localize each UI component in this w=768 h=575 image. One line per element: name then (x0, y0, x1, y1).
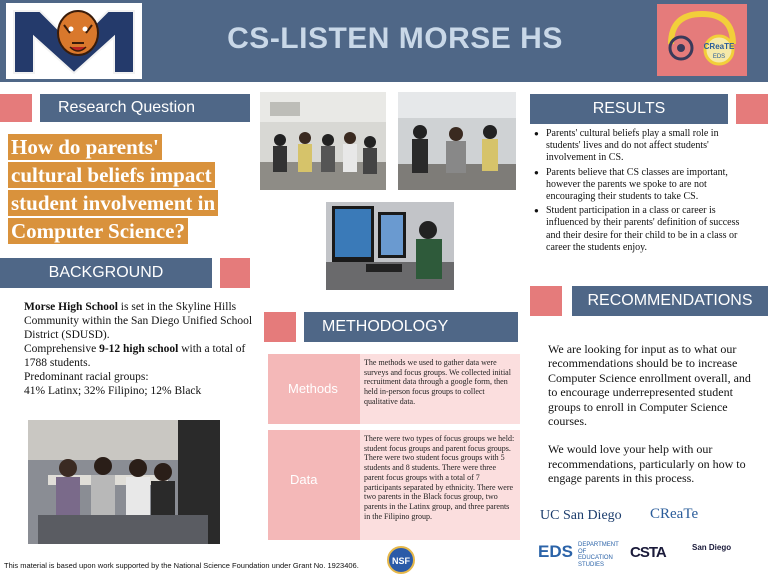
accent-square (0, 94, 32, 122)
results-heading: RESULTS (530, 94, 728, 124)
data-box (268, 430, 520, 540)
create-inner-text: CReaTE (703, 42, 735, 51)
footer-text: This material is based upon work supported by the National Science Foundation under Grant No. 1923406. (4, 561, 359, 570)
accent-square (220, 258, 250, 288)
create-eds-logo (657, 4, 747, 76)
methodology-heading: METHODOLOGY (304, 312, 518, 342)
poster-title: CS-LISTEN MORSE HS (227, 22, 563, 55)
nsf-logo (384, 545, 418, 575)
csta-logo: CSTA (630, 544, 666, 561)
methods-label: Methods (288, 381, 338, 396)
poster-header (0, 0, 768, 82)
list-item: ● Parents believe that CS classes are important, however the parents we spoke to are not encouraging their students to take CS. (534, 167, 752, 204)
rq-line: How do parents' (8, 134, 162, 160)
background-heading: BACKGROUND (0, 258, 212, 288)
ucsd-logo: UC San Diego (540, 508, 622, 523)
accent-square (530, 286, 562, 316)
accent-square (264, 312, 296, 342)
classroom-photo (260, 92, 386, 190)
focus-group-photo (28, 420, 220, 544)
results-list (534, 128, 752, 256)
create-eds-text: EDS (712, 54, 726, 60)
rq-line: student involvement in (8, 190, 218, 216)
csta-city: San Diego (692, 543, 732, 552)
recommendations-text: We are looking for input as to what our recommendations should be to increase Computer Science enrollment overall, and to encourage underrepresented student groups to enroll in Computer Science courses. We would love your help with our recommendations, particularly on how to engage parents in this process. (548, 342, 751, 486)
list-item: ● Student participation in a class or career is influenced by their parents' definition of success and their desire for their child to be in a class or career the students enjoy. (534, 205, 752, 254)
computer-lab-photo (326, 202, 454, 290)
rq-line: cultural beliefs impact (8, 162, 215, 188)
create-logo: CReaTe (650, 506, 699, 522)
background-text: Morse High School is set in the Skyline Hills Community within the San Diego Unified School District (SDUSD). Comprehensive 9-12 high school with a total of 1788 students. Predominant racial groups: 41% Latinx; 32% Filipino; 12% Black (24, 301, 253, 397)
methods-text: The methods we used to gather data were surveys and focus groups. We collected initial recruitment data through a google form, then held in-person focus groups to collect qualitative data. (360, 354, 520, 424)
svg-text:NSF: NSF (392, 556, 410, 566)
students-photo (398, 92, 516, 190)
data-label: Data (290, 472, 318, 487)
research-question-heading: Research Question (40, 94, 250, 122)
morse-tiger-logo (6, 3, 142, 79)
school-name: Morse High School (24, 301, 118, 313)
research-question-text (8, 134, 240, 246)
list-item: ● Parents' cultural beliefs play a small role in students' lives and do not affect students' involvement in CS. (534, 128, 752, 165)
eds-subtitle: DEPARTMENT OF EDUCATION STUDIES (578, 542, 619, 568)
methods-box (268, 354, 520, 424)
accent-square (736, 94, 768, 124)
gear-headphones-icon (657, 4, 747, 76)
rq-line: Computer Science? (8, 218, 188, 244)
eds-logo: EDS (538, 542, 573, 561)
data-text: There were two types of focus groups we held: student focus groups and parent focus groups. There were two student focus groups with 5 students and 8 students. There were three parent focus groups with a total of 7 participants separated by ethnicity. There were two parents in the Black focus group, two parents in the Latinx group, and three parents in the Filipino group. (360, 430, 520, 540)
recommendations-heading: RECOMMENDATIONS (572, 286, 768, 316)
